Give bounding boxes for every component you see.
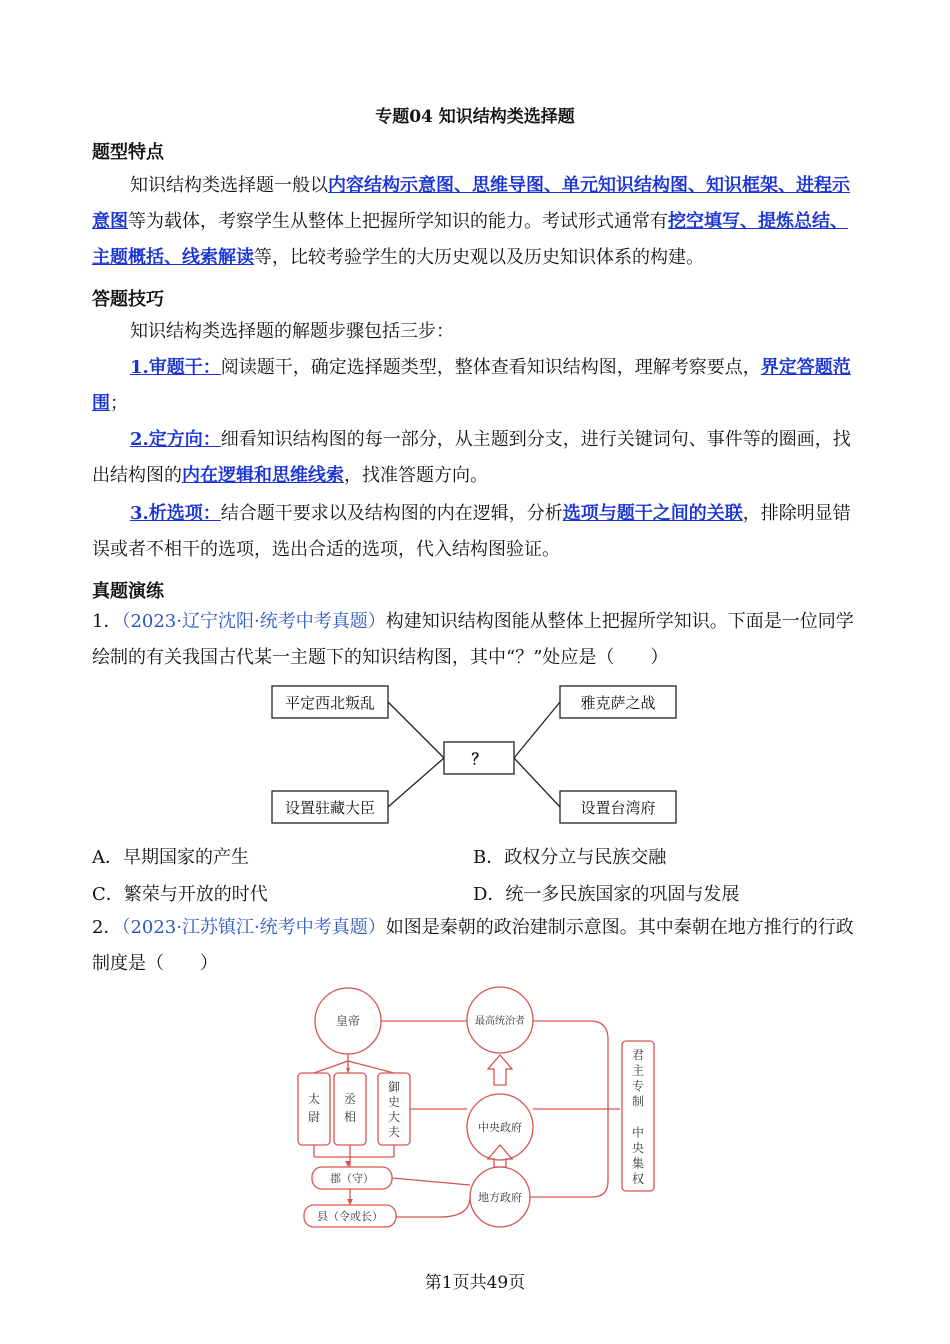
local-label: 地方政府 [478,1191,522,1204]
features-paragraph [92,168,860,276]
taiwei-box [298,1073,330,1145]
yushi-label: 史 [387,1095,401,1109]
side-label: 主 [631,1063,645,1078]
question-source: （2023·江苏镇江·统考中考真题） [121,917,386,938]
label-top-right: 雅克萨之战 [580,694,656,712]
step-2-label: 2.定方向： [130,429,221,450]
techniques-intro: 知识结构类选择题的解题步骤包括三步： [130,321,454,342]
jun-label: 郡（守） [330,1172,374,1185]
side-label: 制 [631,1094,645,1109]
option-d[interactable]: D．统一多民族国家的巩固与发展 [473,884,740,905]
label-top-left: 平定西北叛乱 [284,694,376,712]
chengxiang-label: 相 [343,1110,357,1124]
connector [514,702,560,758]
yushi-label: 大 [387,1110,401,1124]
text-run: 细看知识结构图的每一部分，从主题到分支，进行关键词句、事件等的圈画，找出结构图的 [92,429,851,486]
label-bottom-left: 设置驻藏大臣 [284,799,376,817]
highlight-forms: 挖空填写、提炼总结、主题概括、线索解读 [92,211,848,268]
text-run: 结合题干要求以及结构图的内在逻辑，分析 [220,503,563,524]
step-2-highlight: 内在逻辑和思维线索 [182,465,344,486]
side-label: 专 [631,1079,645,1093]
option-a[interactable]: A．早期国家的产生 [92,847,249,868]
question-source: （2023·辽宁沈阳·统考中考真题） [121,611,386,632]
xian-label: 县（令或长） [317,1210,383,1223]
step-3-label: 3.析选项： [130,503,221,524]
text-run: ，排除明显错误或者不相干的选项，选出合适的选项，代入结构图验证。 [92,503,851,560]
question-2-stem [92,910,860,982]
page-title: 专题04 知识结构类选择题 [375,107,575,127]
option-c[interactable]: C．繁荣与开放的时代 [92,884,268,905]
step-3-highlight: 选项与题干之间的关联 [562,503,743,524]
text-run: 等，比较考验学生的大历史观以及历史知识体系的构建。 [254,247,704,268]
text-run: 知识结构类选择题一般以 [130,175,328,196]
connector [388,758,444,807]
question-text: 构建知识结构图能从整体上把握所学知识。下面是一位同学绘制的有关我国古代某一主题下的知识结构图，其中“？”处应是（ ） [92,611,854,668]
section-heading-techniques: 答题技巧 [92,289,164,310]
section-heading-practice: 真题演练 [92,581,164,602]
step-1 [92,350,860,422]
taiwei-label: 尉 [307,1110,321,1124]
label-center: ？ [471,750,487,768]
supreme-label: 最高统治者 [475,1016,525,1027]
label-bottom-right: 设置台湾府 [580,799,656,817]
connector [388,702,444,758]
option-b[interactable]: B．政权分立与民族交融 [473,847,667,868]
central-label: 中央政府 [478,1121,522,1134]
text-run: ； [110,393,128,414]
side-label: 集 [631,1156,645,1171]
up-arrow [488,1145,512,1167]
step-1-highlight: 界定答题范围 [92,357,851,414]
q1-structure-diagram [268,680,688,830]
step-3 [92,496,860,568]
emperor-label: 皇帝 [335,1014,361,1028]
chengxiang-box [334,1073,366,1145]
question-1-stem [92,604,860,676]
text-run: 等为载体，考察学生从整体上把握所学知识的能力。考试形式通常有 [128,211,668,232]
chengxiang-label: 丞 [343,1092,357,1106]
section-heading-features: 题型特点 [92,142,164,163]
text-run: 阅读题干，确定选择题类型，整体查看知识结构图，理解考察要点， [220,357,761,378]
question-number: 2． [92,917,122,938]
side-label: 中 [631,1125,645,1140]
page-footer: 第1页共49页 [424,1273,526,1293]
side-label: 权 [631,1172,645,1186]
yushi-label: 御 [387,1080,401,1094]
step-1-label: 1.审题干： [130,357,221,378]
up-arrow [488,1055,512,1085]
highlight-carriers: 内容结构示意图、思维导图、单元知识结构图、知识框架、进程示意图 [92,175,850,232]
side-label: 君 [631,1048,645,1062]
side-label: 央 [631,1141,645,1155]
yushi-label: 夫 [387,1125,401,1139]
step-2 [92,422,860,494]
connector [514,758,560,807]
question-number: 1． [92,611,122,632]
taiwei-label: 太 [307,1092,321,1106]
q2-political-system-diagram [290,985,670,1235]
question-text: 如图是秦朝的政治建制示意图。其中秦朝在地方推行的行政制度是（ ） [92,917,854,974]
text-run: ，找准答题方向。 [344,465,488,486]
